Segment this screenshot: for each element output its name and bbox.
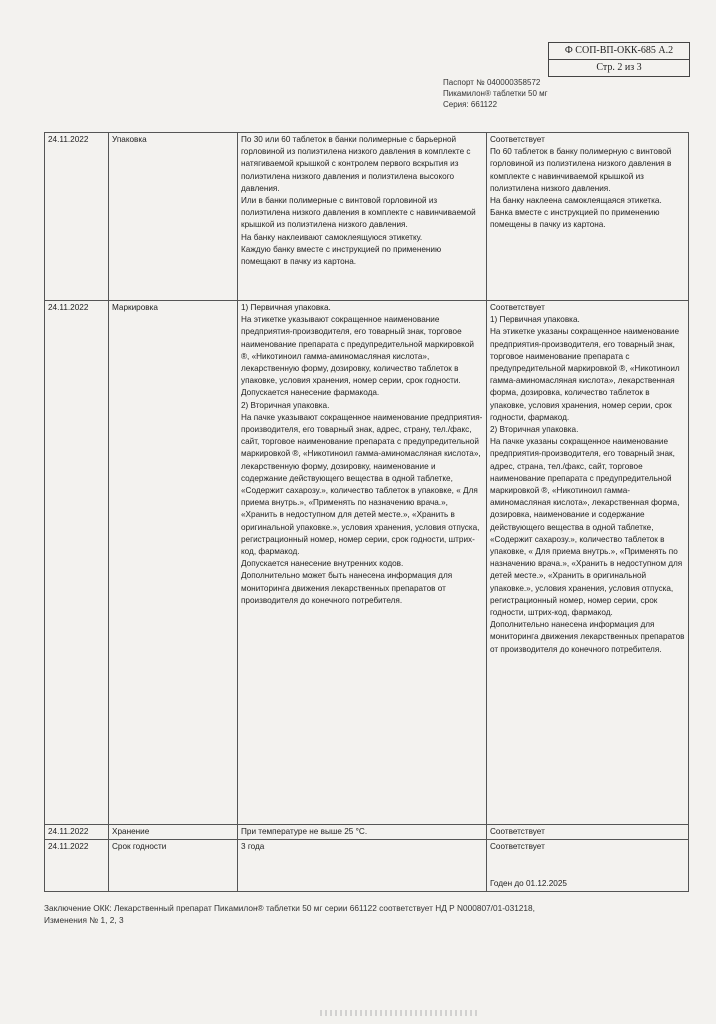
row-result: Соответствует <box>487 825 689 840</box>
row-date: 24.11.2022 <box>45 301 109 825</box>
table-row <box>45 840 689 892</box>
scan-artifact <box>320 1010 480 1016</box>
row-result: Соответствует Годен до 01.12.2025 <box>487 840 689 892</box>
form-code: Ф СОП-ВП-ОКК-685 А.2 <box>549 43 689 60</box>
row-parameter: Упаковка <box>109 133 238 301</box>
form-code-box <box>548 42 690 77</box>
row-requirement: При температуре не выше 25 °С. <box>238 825 487 840</box>
conclusion <box>44 902 684 926</box>
row-date: 24.11.2022 <box>45 840 109 892</box>
row-result: Соответствует По 60 таблеток в банку полимерную с винтовой горловиной из полиэтилена низкого давления в комплекте с навинчиваемой крышкой из полиэтилена низкого давления. На банку наклеена самоклеящаяся этикетка. Банка вместе с инструкцией по применению помещены в пачку из картона. <box>487 133 689 301</box>
passport-number: Паспорт № 040000358572 <box>443 78 541 87</box>
table-row <box>45 301 689 825</box>
conclusion-amendments: Изменения № 1, 2, 3 <box>44 915 124 925</box>
row-date: 24.11.2022 <box>45 825 109 840</box>
row-requirement: По 30 или 60 таблеток в банки полимерные с барьерной горловиной из полиэтилена низкого давления в комплекте с натягиваемой крышкой с контролем первого вскрытия из полиэтилена низкого давления и полиэтилена высокого давления. Или в банки полимерные с винтовой горловиной из полиэтилена низкого давления в комплекте с навинчиваемой крышкой из полиэтилена низкого давления. На банку наклеивают самоклеящуюся этикетку. Каждую банку вместе с инструкцией по применению помещают в пачку из картона. <box>238 133 487 301</box>
row-parameter: Маркировка <box>109 301 238 825</box>
product-name: Пикамилон® таблетки 50 мг <box>443 89 548 98</box>
passport-info <box>443 77 548 110</box>
table-row <box>45 825 689 840</box>
row-parameter: Хранение <box>109 825 238 840</box>
page-number: Стр. 2 из 3 <box>596 62 642 73</box>
table-row <box>45 133 689 301</box>
series-number: Серия: 661122 <box>443 100 498 109</box>
row-date: 24.11.2022 <box>45 133 109 301</box>
quality-control-table <box>44 132 689 892</box>
conclusion-text: Заключение ОКК: Лекарственный препарат Пикамилон® таблетки 50 мг серии 661122 соответствует НД Р N000807/01-031218, <box>44 903 535 913</box>
row-result: Соответствует 1) Первичная упаковка. На этикетке указаны сокращенное наименование предприятия-производителя, его товарный знак, торговое наименование препарата с предупредительной маркировкой ®, «Никотиноил гамма-аминомасляная кислота», лекарственная форма, дозировка, количество таблеток в упаковке, условия хранения, номер серии, срок годности, фармакод. 2) Вторичная упаковка. На пачке указаны сокращенное наименование предприятия-производителя, его товарный знак, адрес, страна, тел./факс, сайт, торговое наименование препарата с предупредительной маркировкой ®, «Никотиноил гамма-аминомасляная кислота», лекарственная форма, дозировка, наименование и содержание действующего вещества в одной таблетке, «Содержит сахарозу.», количество таблеток в упаковке, « Для приема внутрь.», «Применять по назначению врача.», «Хранить в недоступном для детей месте.», «Хранить в оригинальной упаковке.», условия хранения, условия отпуска, регистрационный номер, номер серии, срок годности, штрих-код, фармакод. Дополнительно нанесена информация для мониторинга движения лекарственных препаратов от производителя до конечного потребителя. <box>487 301 689 825</box>
row-parameter: Срок годности <box>109 840 238 892</box>
row-requirement: 3 года <box>238 840 487 892</box>
row-requirement: 1) Первичная упаковка. На этикетке указывают сокращенное наименование предприятия-производителя, его товарный знак, торговое наименование препарата с предупредительной маркировкой ®, «Никотиноил гамма-аминомасляная кислота», лекарственную форму, дозировку, количество таблеток в упаковке, условия хранения, номер серии, срок годности. Допускается нанесение фармакода. 2) Вторичная упаковка. На пачке указывают сокращенное наименование предприятия-производителя, его товарный знак, адрес, страну, тел./факс, сайт, торговое наименование препарата с предупредительной маркировкой ®, «Никотиноил гамма-аминомасляная кислота», лекарственную форму, дозировку, наименование и содержание действующего вещества в одной таблетке, «Содержит сахарозу.», количество таблеток в упаковке, « Для приема внутрь.», «Применять по назначению врача.», «Хранить в недоступном для детей месте.», «Хранить в оригинальной упаковке.», условия хранения, условия отпуска, регистрационный номер, номер серии, срок годности, штрих-код, фармакод. Допускается нанесение внутренних кодов. Дополнительно может быть нанесена информация для мониторинга движения лекарственных препаратов от производителя до конечного потребителя. <box>238 301 487 825</box>
